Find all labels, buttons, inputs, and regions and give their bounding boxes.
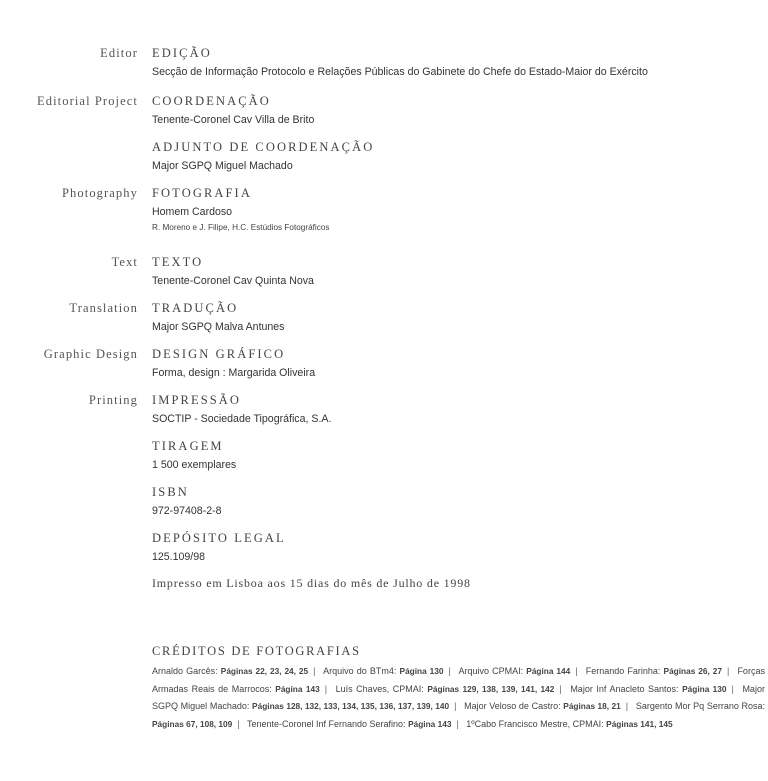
credit-entry: 1ºCabo Francisco Mestre, CPMAI: Páginas 141, 145 [466,718,673,729]
section-value: Forma, design : Margarida Oliveira [152,367,316,379]
credit-separator: | [625,701,629,711]
section-pt-heading: ISBN [152,485,189,499]
section-value: 972-97408-2-8 [152,505,222,517]
credit-entry: Forças Armadas Reais de Marrocos: Página 143 [152,666,765,694]
credit-entry: Major Inf Anacleto Santos: Página 130 [570,683,727,694]
credit-separator: | [237,718,240,729]
photo-credits-list [152,663,765,733]
section-pt-heading: DESIGN GRÁFICO [152,347,286,361]
section-value: Tenente-Coronel Cav Quinta Nova [152,275,314,287]
credit-entry: Arnaldo Garcês: Páginas 22, 23, 24, 25 [152,666,309,676]
section-pt-heading: TIRAGEM [152,439,224,453]
section-pt-heading: ADJUNTO DE COORDENAÇÃO [152,140,375,154]
section-en-label: Editor [100,46,138,60]
credit-entry: Sargento Mor Pq Serrano Rosa: Páginas 67, 108, 109 [152,701,766,729]
section-pt-heading: DEPÓSITO LEGAL [152,531,286,545]
credit-entry: Arquivo CPMAI: Página 144 [458,666,571,676]
section-value: 1 500 exemplares [152,459,237,471]
credit-separator: | [324,683,328,694]
credit-entry: Major Veloso de Castro: Páginas 18, 21 [464,701,621,711]
section-value-secondary: R. Moreno e J. Filipe, H.C. Estúdios Fotográficos [152,223,330,232]
credit-separator: | [313,666,316,676]
section-value: Major SGPQ Malva Antunes [152,321,285,333]
credit-entry: Tenente-Coronel Inf Fernando Serafino: Página 143 [246,718,452,729]
credit-separator: | [731,683,734,694]
section-pt-heading: EDIÇÃO [152,46,212,60]
section-en-label: Graphic Design [43,347,138,361]
credit-separator: | [456,718,459,729]
section-value: Tenente-Coronel Cav Villa de Brito [152,114,315,126]
section-en-label: Editorial Project [37,94,138,108]
credit-entry: Luís Chaves, CPMAI: Páginas 129, 138, 139, 141, 142 [335,683,555,694]
section-value: 125.109/98 [152,551,206,563]
credit-separator: | [575,666,578,676]
section-en-label: Text [111,255,138,269]
credit-entry: Major SGPQ Miguel Machado: Páginas 128, 132, 133, 134, 135, 136, 137, 139, 140 [152,683,765,711]
section-pt-heading: TEXTO [152,255,204,269]
printed-note: Impresso em Lisboa aos 15 dias do mês de Julho de 1998 [152,576,471,590]
section-en-label: Photography [62,186,138,200]
section-pt-heading: TRADUÇÃO [152,301,239,315]
credit-separator: | [559,683,562,694]
section-pt-heading: IMPRESSÃO [152,393,242,407]
credit-entry: Arquivo do BTm4: Página 130 [323,666,444,676]
section-pt-heading: FOTOGRAFIA [152,186,252,200]
credit-separator: | [454,701,457,711]
credit-separator: | [726,666,730,676]
section-value: Homem Cardoso [152,206,233,218]
photo-credits-title: CRÉDITOS DE FOTOGRAFIAS [152,644,361,658]
section-value: SOCTIP - Sociedade Tipográfica, S.A. [152,413,332,425]
section-pt-heading: COORDENAÇÃO [152,94,271,108]
credit-separator: | [448,666,451,676]
section-value: Secção de Informação Protocolo e Relações Públicas do Gabinete do Chefe do Estado-Maior do Exército [152,66,648,78]
section-en-label: Printing [88,393,138,407]
credit-entry: Fernando Farinha: Páginas 26, 27 [585,666,722,676]
section-value: Major SGPQ Miguel Machado [152,160,293,172]
section-en-label: Translation [69,301,138,315]
